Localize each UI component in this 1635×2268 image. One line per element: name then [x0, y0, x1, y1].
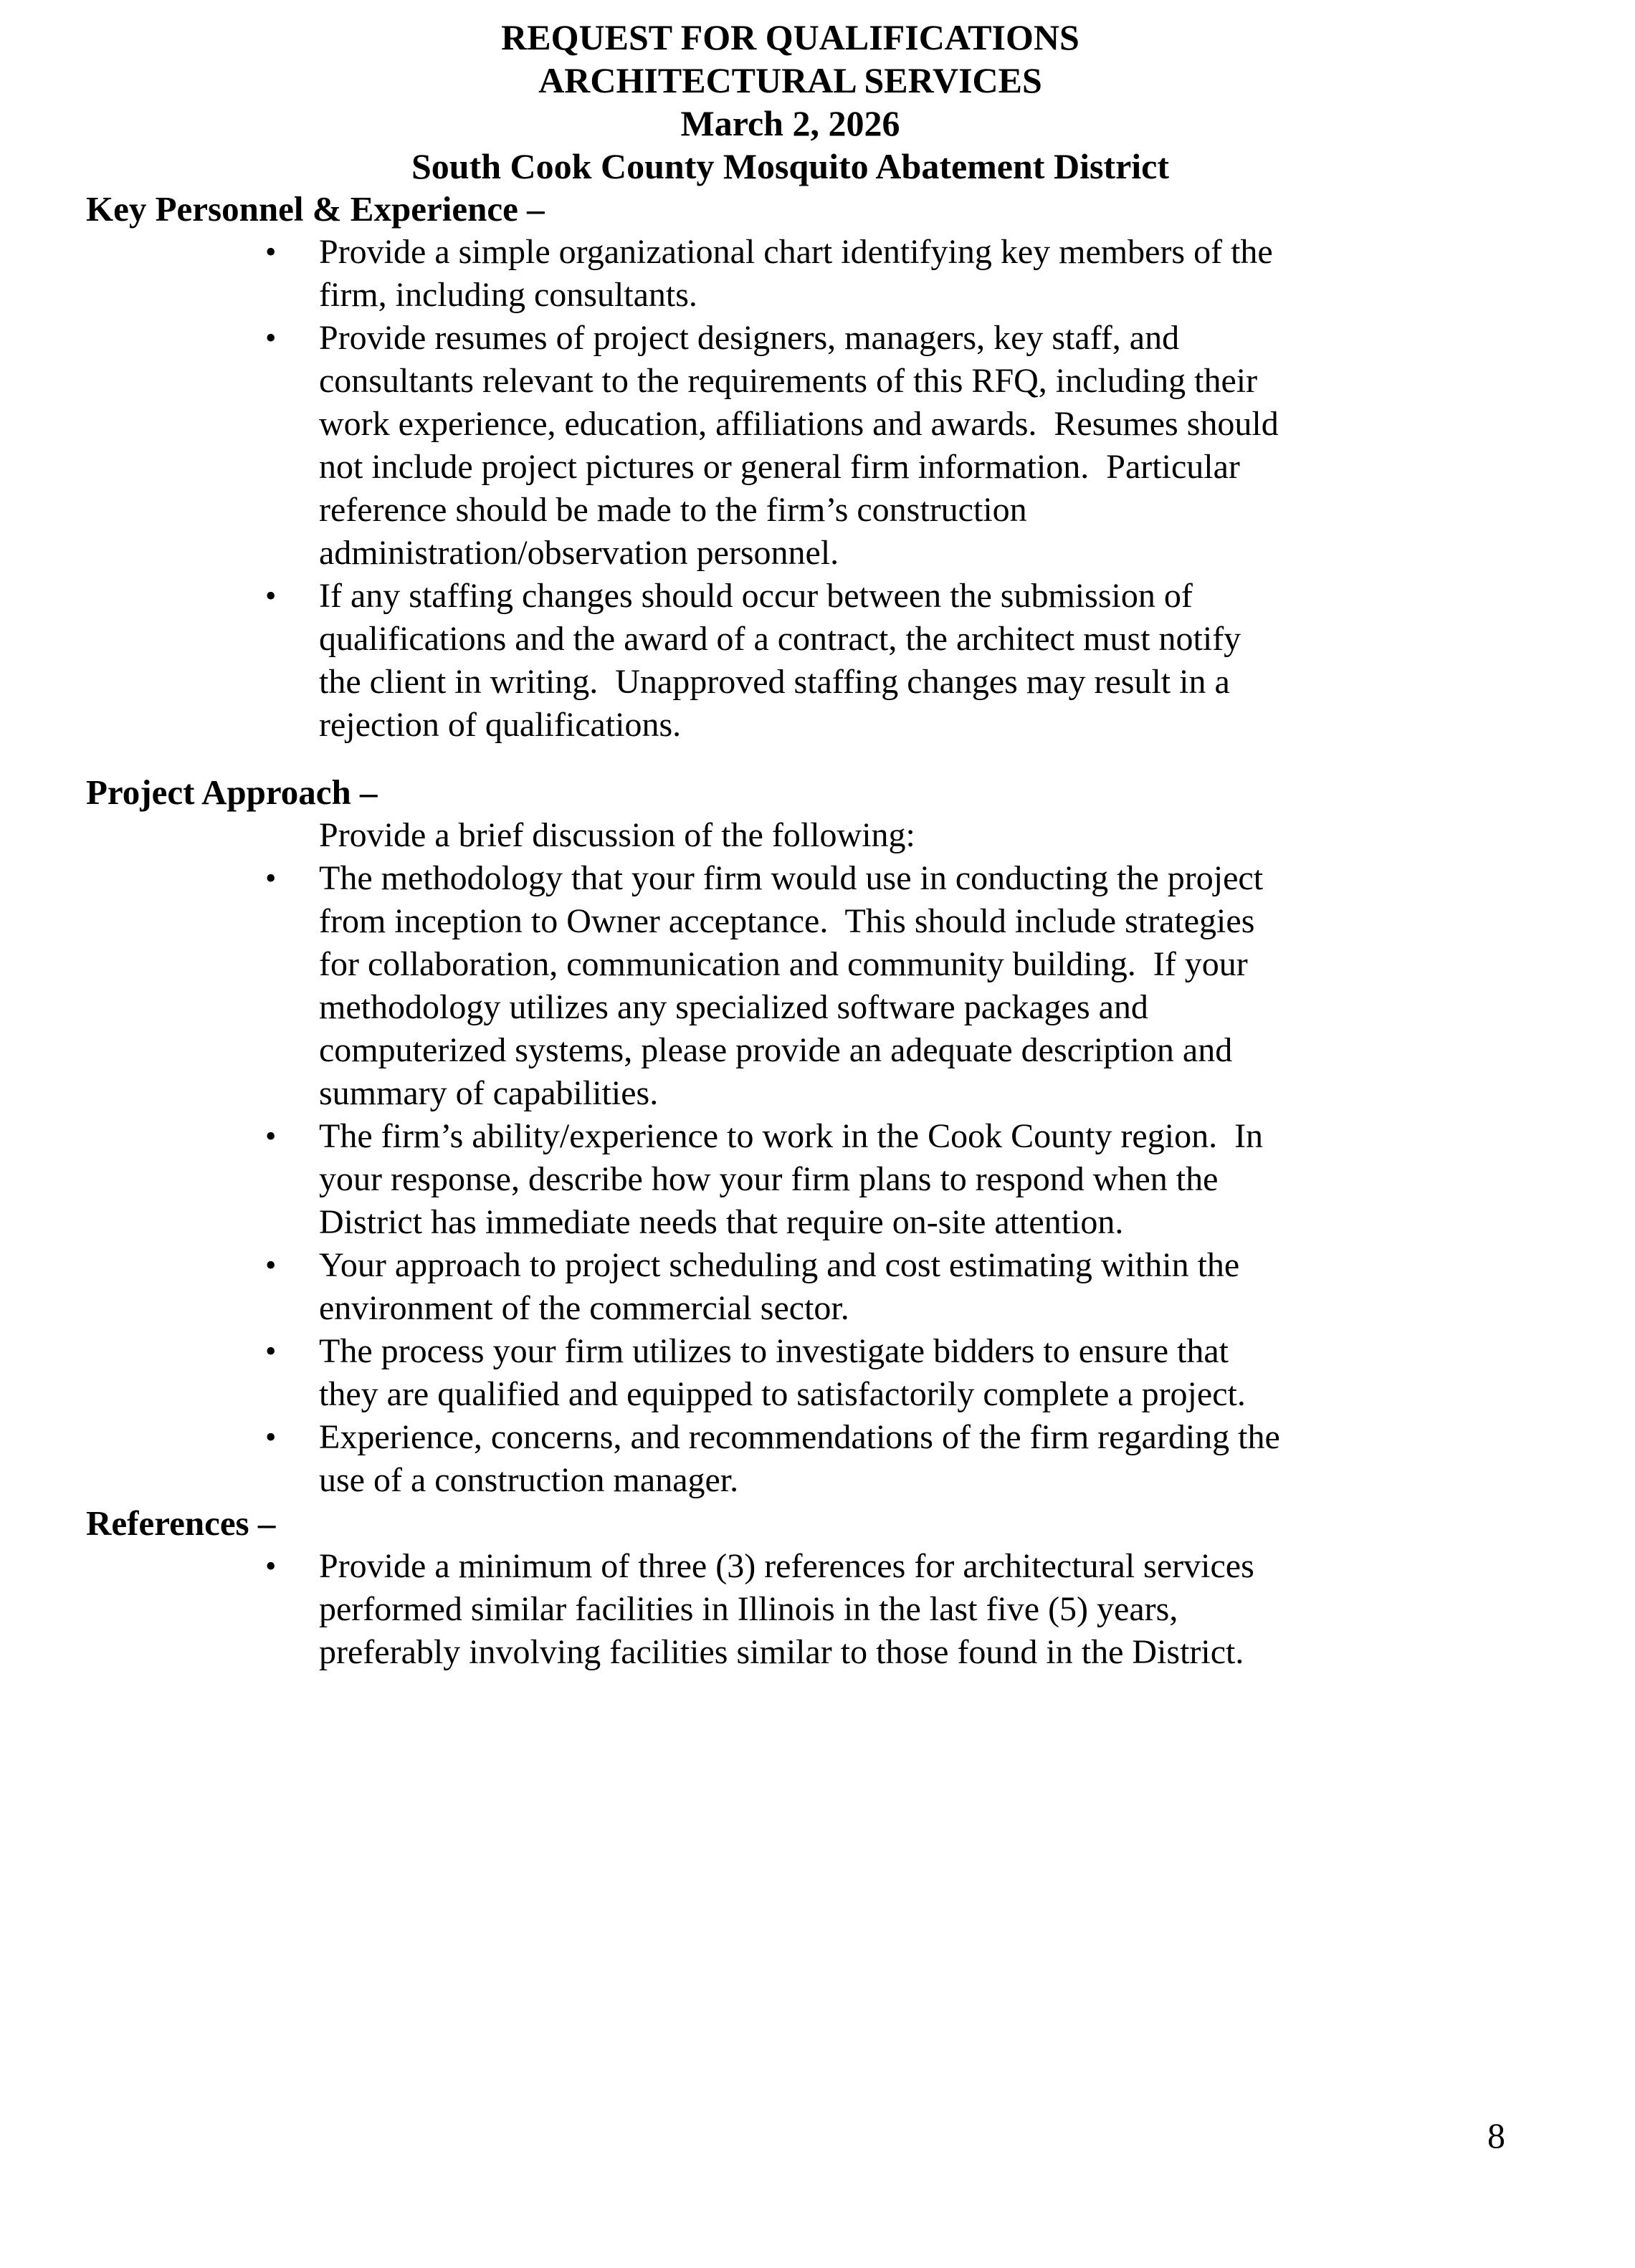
bullet-line: preferably involving facilities similar to those found in the District. — [319, 1633, 1244, 1671]
bullet-line: your response, describe how your firm plans to respond when the — [319, 1160, 1219, 1198]
bullet-line: District has immediate needs that require on-site attention. — [319, 1203, 1124, 1241]
bullet-item — [86, 575, 1495, 747]
bullet-line: the client in writing. Unapproved staffing changes may result in a — [319, 663, 1230, 701]
document-title-line-2: ARCHITECTURAL SERVICES — [538, 60, 1042, 100]
section-heading-key-personnel: Key Personnel & Experience – — [86, 189, 545, 229]
bullet-text: Provide a simple organizational chart identifying key members of the — [319, 233, 1273, 271]
bullet-icon: • — [265, 320, 277, 355]
bullet-item — [86, 231, 1495, 317]
bullet-icon: • — [265, 861, 277, 896]
bullet-icon: • — [265, 578, 277, 613]
bullet-line: performed similar facilities in Illinois in the last five (5) years, — [319, 1590, 1178, 1628]
bullet-item — [86, 857, 1495, 1115]
bullet-icon: • — [265, 1334, 277, 1369]
bullet-line: for collaboration, communication and community building. If your — [319, 945, 1248, 983]
bullet-line: not include project pictures or general firm information. Particular — [319, 448, 1240, 486]
document-title-line-1: REQUEST FOR QUALIFICATIONS — [501, 17, 1079, 57]
bullet-line — [265, 1545, 1495, 1588]
bullet-item — [86, 1330, 1495, 1416]
bullet-line — [265, 231, 1495, 274]
section-spacer — [86, 747, 1495, 771]
section-heading-references: References – — [86, 1503, 276, 1543]
document-title-block — [86, 16, 1495, 188]
bullet-line: they are qualified and equipped to satisfactorily complete a project. — [319, 1375, 1246, 1413]
bullet-line — [265, 1330, 1495, 1373]
bullet-line — [265, 857, 1495, 900]
bullet-text: The process your firm utilizes to investigate bidders to ensure that — [319, 1332, 1229, 1370]
bullet-line: environment of the commercial sector. — [319, 1289, 849, 1327]
bullet-text: The firm’s ability/experience to work in the Cook County region. In — [319, 1117, 1264, 1155]
bullet-line: consultants relevant to the requirements of this RFQ, including their — [319, 362, 1258, 400]
bullet-line: summary of capabilities. — [319, 1074, 659, 1112]
section-heading-project-approach: Project Approach – — [86, 772, 378, 812]
bullet-line: from inception to Owner acceptance. This should include strategies — [319, 902, 1255, 940]
bullet-item — [86, 1244, 1495, 1330]
section-intro: Provide a brief discussion of the following: — [319, 816, 915, 854]
bullet-item — [86, 1416, 1495, 1502]
bullet-line: qualifications and the award of a contract, the architect must notify — [319, 620, 1241, 658]
bullet-text: The methodology that your firm would use in conducting the project — [319, 859, 1264, 897]
bullet-icon: • — [265, 234, 277, 269]
bullet-line — [265, 1416, 1495, 1459]
bullet-text: If any staffing changes should occur between the submission of — [319, 577, 1193, 615]
bullet-line: administration/observation personnel. — [319, 534, 839, 572]
bullet-item — [86, 1115, 1495, 1244]
bullet-icon: • — [265, 1248, 277, 1283]
bullet-text: Provide a minimum of three (3) references for architectural services — [319, 1547, 1254, 1585]
bullet-text: Provide resumes of project designers, managers, key staff, and — [319, 319, 1180, 357]
bullet-text: Experience, concerns, and recommendations of the firm regarding the — [319, 1418, 1280, 1456]
bullet-line — [265, 1244, 1495, 1287]
bullet-line: methodology utilizes any specialized software packages and — [319, 988, 1148, 1026]
bullet-item — [86, 317, 1495, 575]
bullet-item — [86, 1545, 1495, 1674]
bullet-line: rejection of qualifications. — [319, 706, 682, 744]
bullet-line: firm, including consultants. — [319, 276, 697, 314]
bullet-line: computerized systems, please provide an adequate description and — [319, 1031, 1233, 1069]
bullet-icon: • — [265, 1420, 277, 1455]
bullet-line — [265, 317, 1495, 360]
bullet-icon: • — [265, 1549, 277, 1584]
document-organization: South Cook County Mosquito Abatement District — [411, 146, 1169, 186]
bullet-icon: • — [265, 1119, 277, 1154]
bullet-line: reference should be made to the firm’s construction — [319, 491, 1027, 529]
bullet-line: use of a construction manager. — [319, 1461, 739, 1499]
bullet-line: work experience, education, affiliations and awards. Resumes should — [319, 405, 1279, 443]
page-number: 8 — [1487, 2115, 1505, 2155]
bullet-line — [265, 1115, 1495, 1158]
bullet-text: Your approach to project scheduling and cost estimating within the — [319, 1246, 1240, 1284]
bullet-line — [265, 575, 1495, 618]
document-date: March 2, 2026 — [680, 103, 900, 143]
